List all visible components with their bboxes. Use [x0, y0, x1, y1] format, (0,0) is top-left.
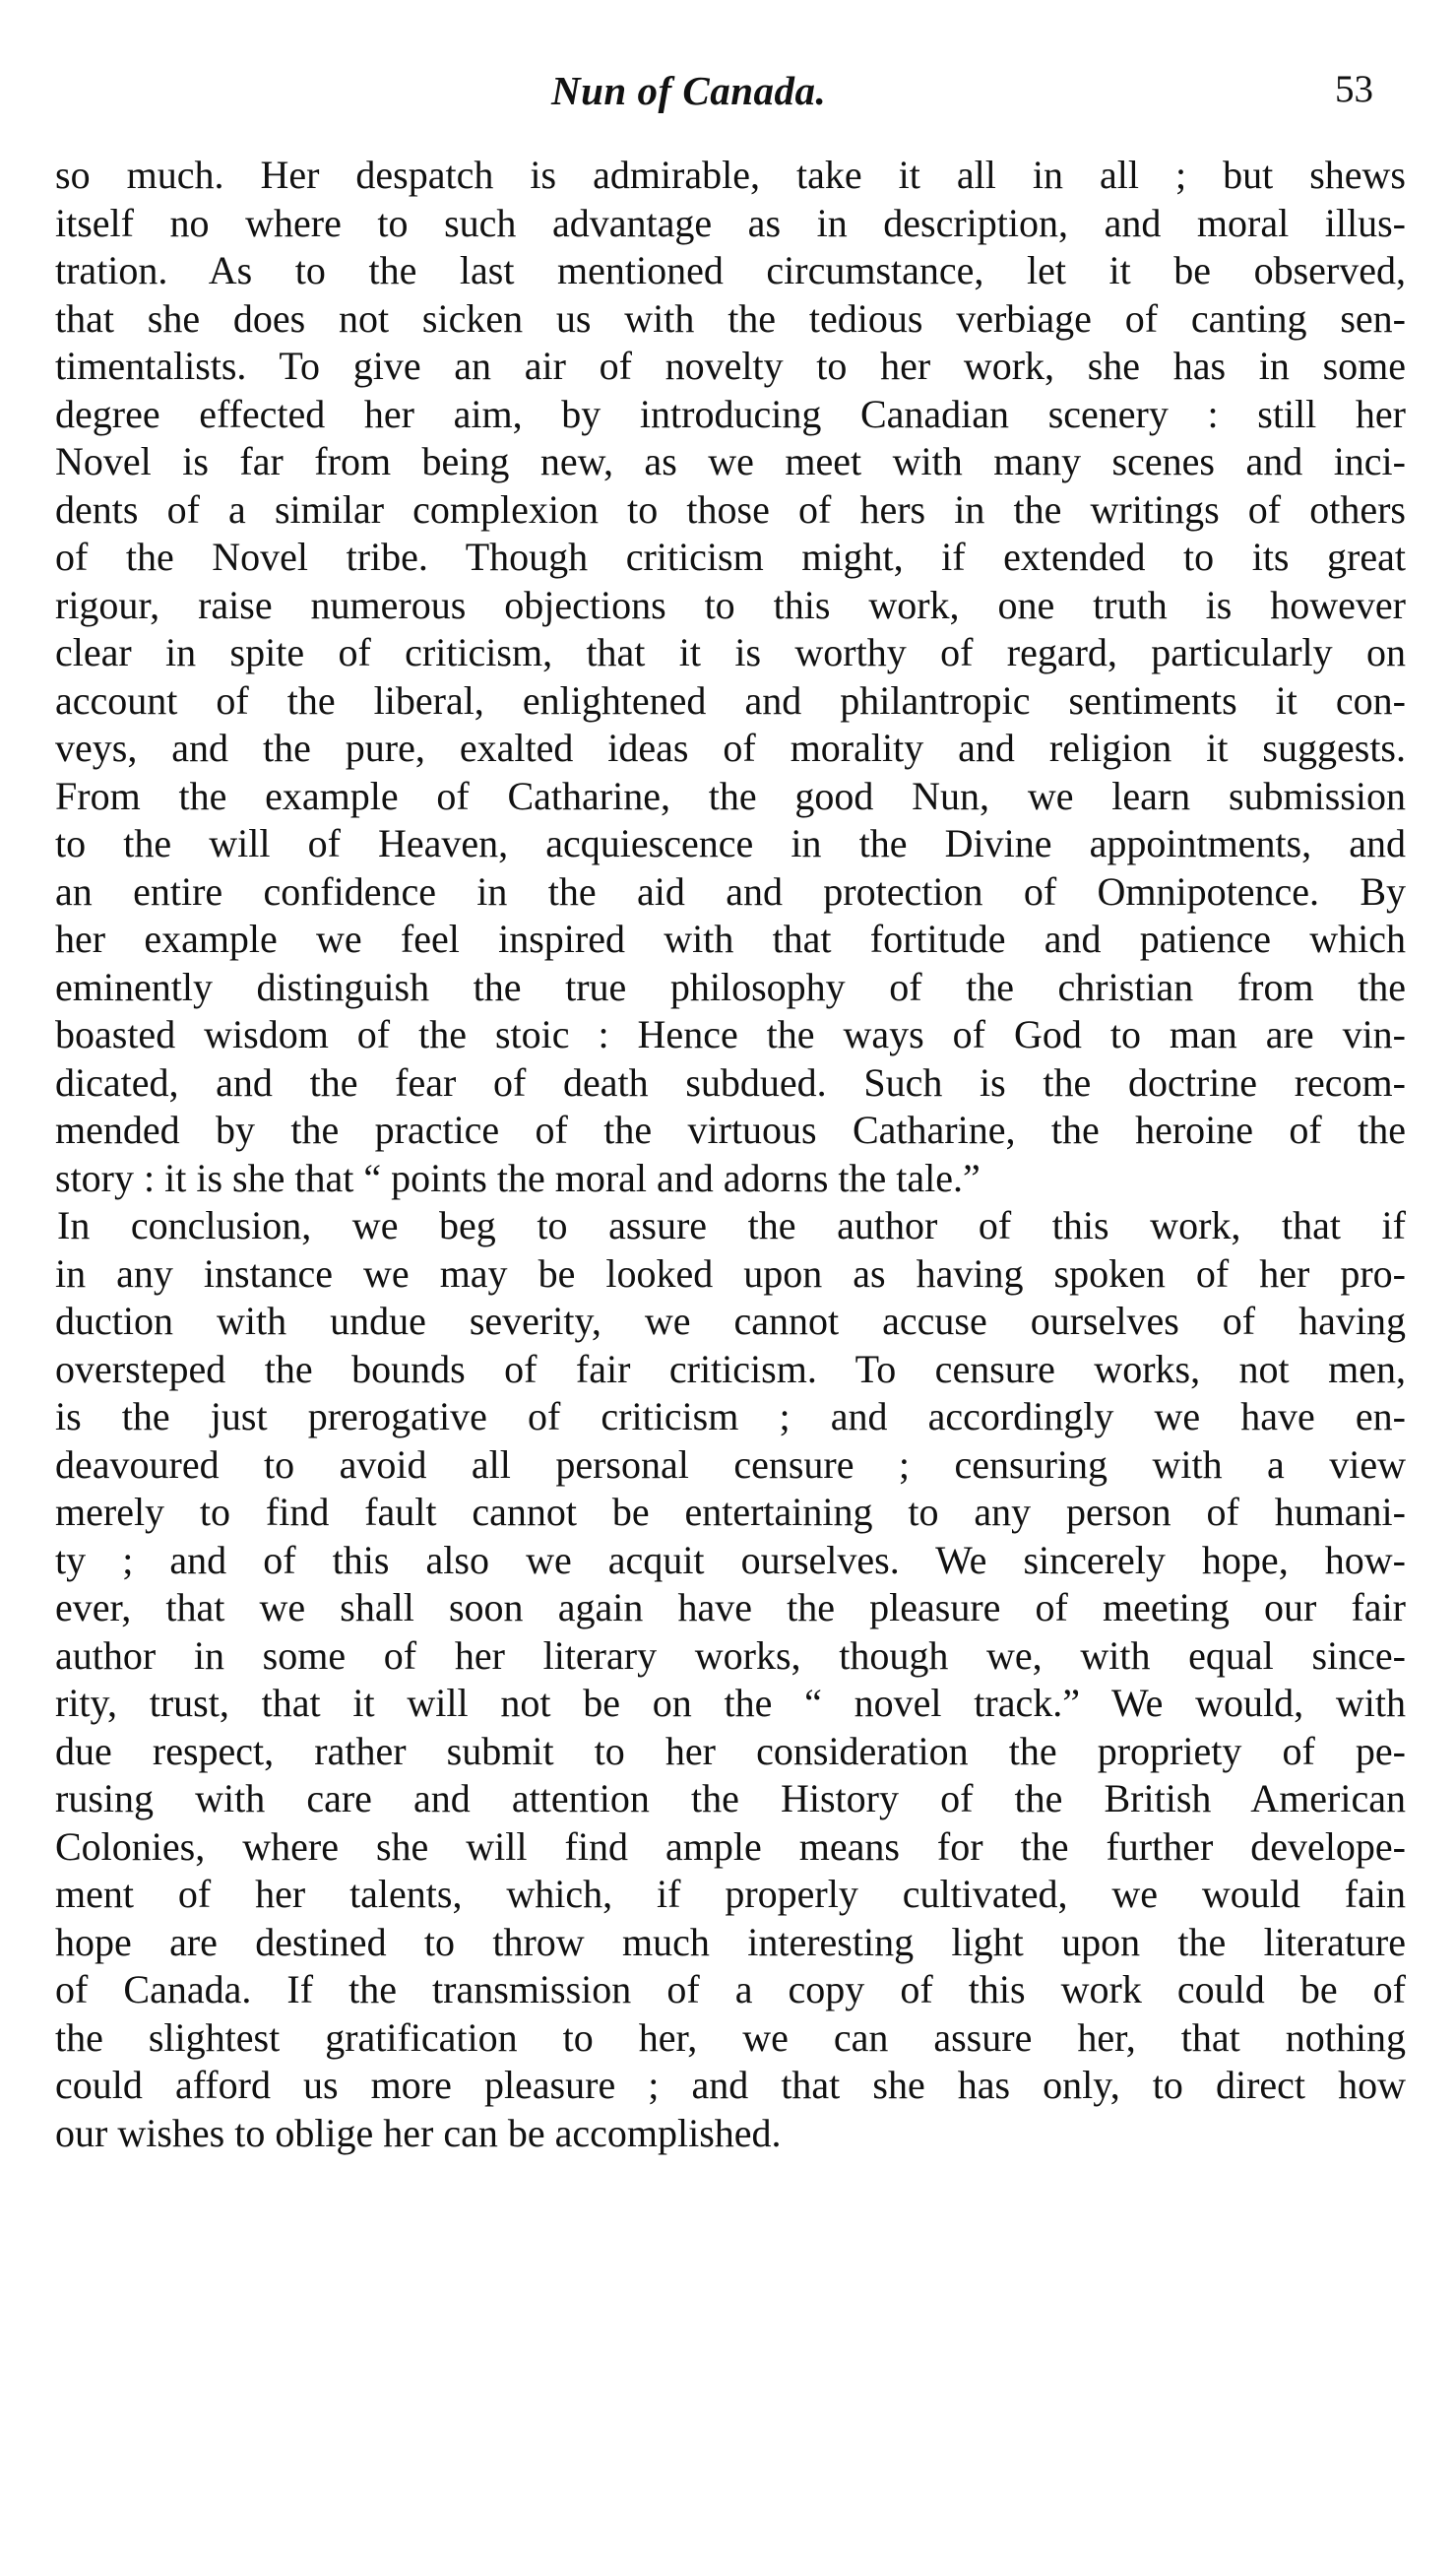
running-head	[0, 67, 1456, 116]
text-line: in any instance we may be looked upon as having spoken of her pro-	[55, 1250, 1406, 1296]
paragraph-end-line: our wishes to oblige her can be accomplished.	[55, 2110, 782, 2155]
text-line: rigour, raise numerous objections to this work, one truth is however	[55, 582, 1406, 627]
text-line: timentalists. To give an air of novelty to her work, she has in some	[55, 344, 1406, 388]
text-line: Novel is far from being new, as we meet with many scenes and inci-	[55, 439, 1406, 483]
body-text	[55, 152, 1406, 2157]
text-line: Colonies, where she will find ample means for the further develope-	[55, 1823, 1406, 1869]
text-line: an entire confidence in the aid and protection of Omnipotence. By	[55, 868, 1406, 914]
text-line: is the just prerogative of criticism ; and accordingly we have en-	[55, 1394, 1406, 1438]
text-line: of the Novel tribe. Though criticism might, if extended to its great	[55, 535, 1406, 579]
text-line: itself no where to such advantage as in description, and moral illus-	[55, 200, 1406, 245]
text-line: clear in spite of criticism, that it is worthy of regard, particularly on	[55, 630, 1406, 674]
text-line: veys, and the pure, exalted ideas of morality and religion it suggests.	[55, 726, 1406, 770]
text-line: ty ; and of this also we acquit ourselves. We sincerely hope, how-	[55, 1537, 1406, 1582]
text-line: degree effected her aim, by introducing Canadian scenery : still her	[55, 391, 1406, 436]
paragraph-start-line: In conclusion, we beg to assure the author of this work, that if	[57, 1203, 1406, 1247]
text-line: of Canada. If the transmission of a copy of this work could be of	[55, 1967, 1406, 2011]
text-line: mended by the practice of the virtuous Catharine, the heroine of the	[55, 1108, 1406, 1152]
text-line: duction with undue severity, we cannot accuse ourselves of having	[55, 1299, 1406, 1343]
text-line: to the will of Heaven, acquiescence in the Divine appointments, and	[55, 821, 1406, 865]
text-line: oversteped the bounds of fair criticism. To censure works, not men,	[55, 1346, 1406, 1391]
text-line: From the example of Catharine, the good Nun, we learn submission	[55, 773, 1406, 818]
text-line: her example we feel inspired with that fortitude and patience which	[55, 917, 1406, 961]
text-line: rusing with care and attention the History of the British American	[55, 1776, 1406, 1820]
text-line: author in some of her literary works, though we, with equal since-	[55, 1632, 1406, 1678]
text-line: the slightest gratification to her, we can assure her, that nothing	[55, 2014, 1406, 2060]
text-line: so much. Her despatch is admirable, take it all in all ; but shews	[55, 153, 1406, 197]
paragraph-end-line: story : it is she that “ points the moral and adorns the tale.”	[55, 1155, 981, 1200]
page-number: 53	[1335, 68, 1373, 110]
text-line: hope are destined to throw much interesting light upon the literature	[55, 1919, 1406, 1964]
text-line: ever, that we shall soon again have the pleasure of meeting our fair	[55, 1585, 1406, 1629]
text-line: boasted wisdom of the stoic : Hence the ways of God to man are vin-	[55, 1012, 1406, 1056]
text-line: eminently distinguish the true philosophy of the christian from the	[55, 964, 1406, 1009]
text-line: dents of a similar complexion to those of hers in the writings of others	[55, 486, 1406, 532]
running-title: Nun of Canada.	[551, 68, 827, 113]
text-line: merely to find fault cannot be entertaining to any person of humani-	[55, 1490, 1406, 1534]
text-line: dicated, and the fear of death subdued. Such is the doctrine recom-	[55, 1059, 1406, 1105]
text-line: ment of her talents, which, if properly cultivated, we would fain	[55, 1872, 1406, 1916]
text-line: rity, trust, that it will not be on the “ novel track.” We would, with	[55, 1681, 1406, 1725]
text-line: due respect, rather submit to her consideration the propriety of pe-	[55, 1728, 1406, 1773]
text-line: that she does not sicken us with the tedious verbiage of canting sen-	[55, 295, 1406, 341]
text-line: could afford us more pleasure ; and that she has only, to direct how	[55, 2063, 1406, 2107]
text-line: tration. As to the last mentioned circumstance, let it be observed,	[55, 248, 1406, 292]
text-line: deavoured to avoid all personal censure ; censuring with a view	[55, 1441, 1406, 1487]
text-line: account of the liberal, enlightened and philantropic sentiments it con-	[55, 677, 1406, 723]
